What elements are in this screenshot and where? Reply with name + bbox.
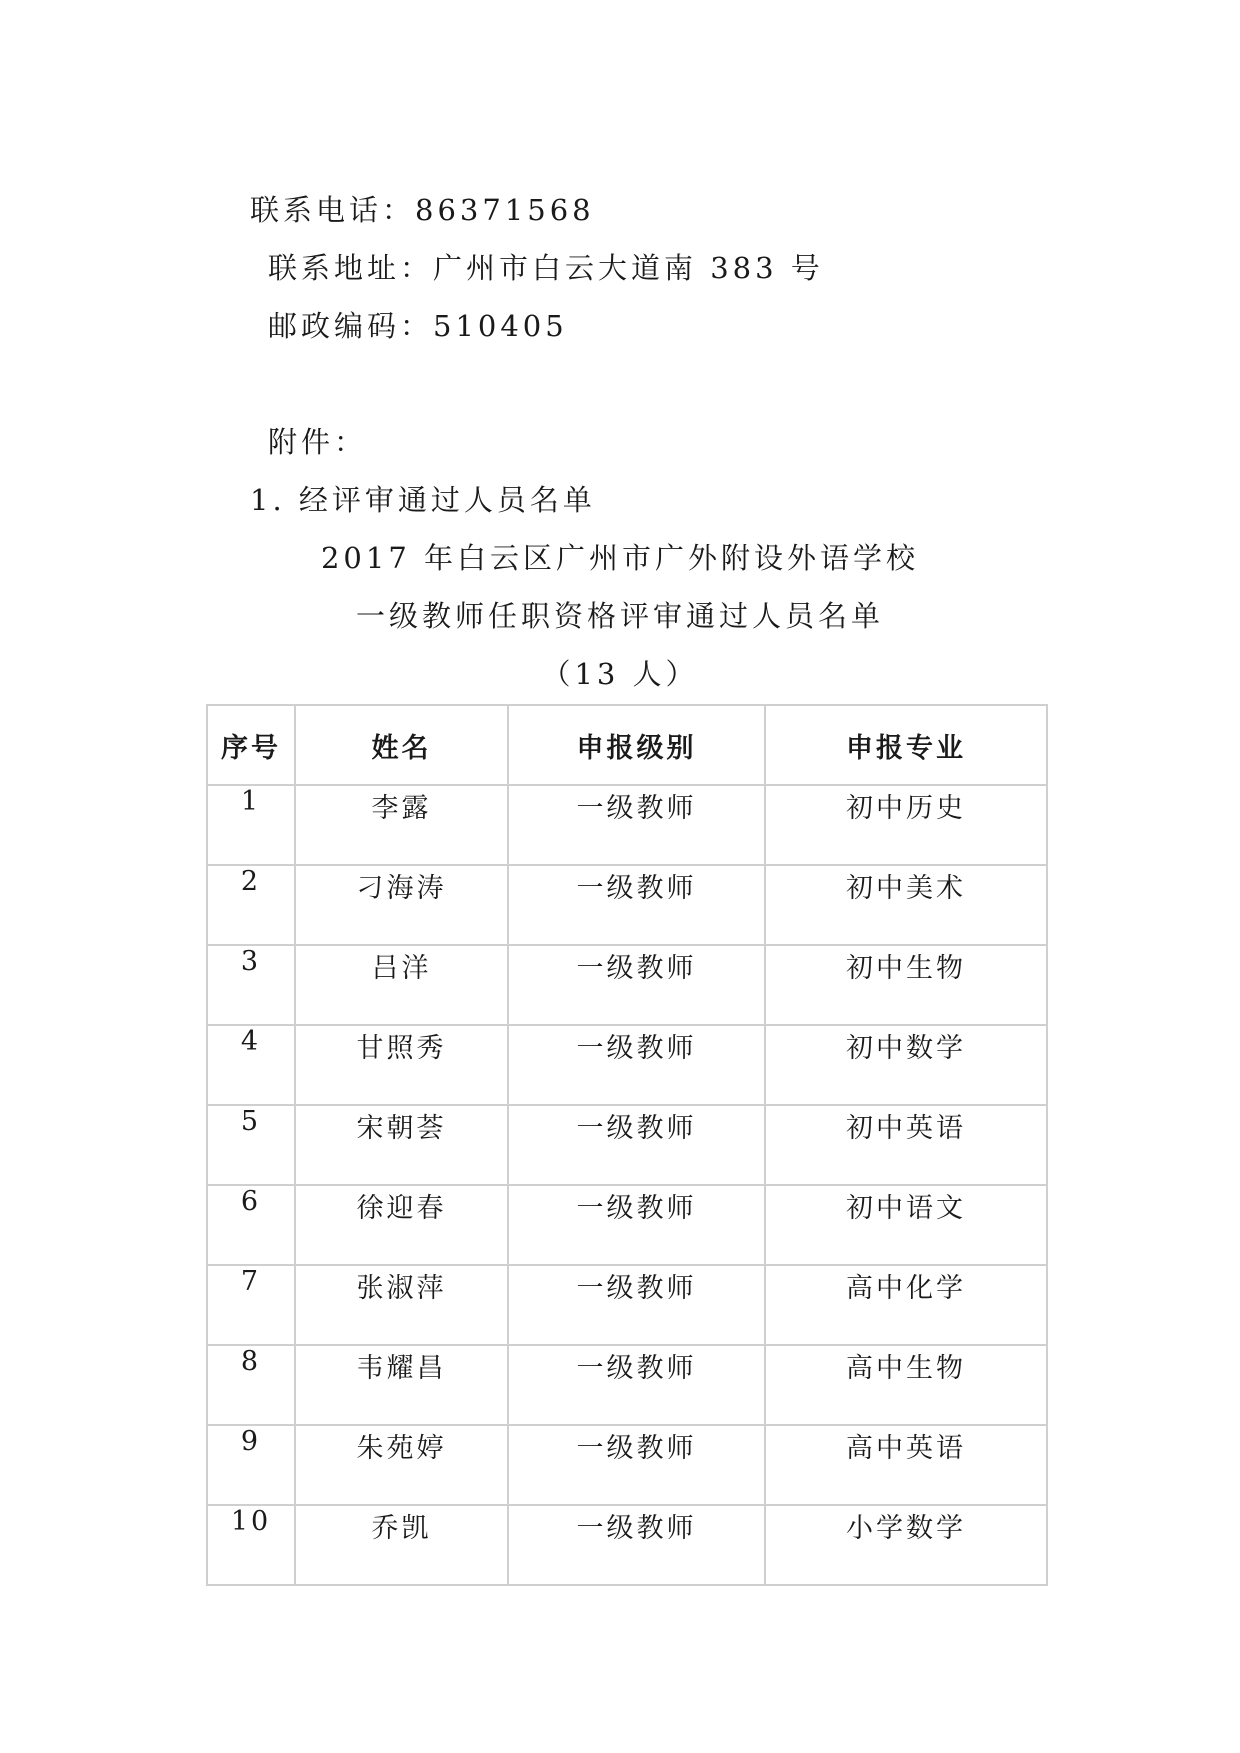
row-level: 一级教师 bbox=[508, 1105, 765, 1185]
row-name: 张淑萍 bbox=[295, 1265, 508, 1345]
row-name: 甘照秀 bbox=[295, 1025, 508, 1105]
row-level: 一级教师 bbox=[508, 1265, 765, 1345]
row-no: 3 bbox=[207, 945, 295, 1025]
contact-address: 联系地址：广州市白云大道南 383 号 bbox=[268, 251, 824, 285]
row-major: 小学数学 bbox=[765, 1505, 1047, 1585]
row-name: 韦耀昌 bbox=[295, 1345, 508, 1425]
row-level: 一级教师 bbox=[508, 1185, 765, 1265]
table-row bbox=[207, 1345, 1047, 1425]
header-name: 姓名 bbox=[295, 705, 508, 785]
header-level: 申报级别 bbox=[508, 705, 765, 785]
row-level: 一级教师 bbox=[508, 1025, 765, 1105]
row-name: 徐迎春 bbox=[295, 1185, 508, 1265]
row-major: 初中生物 bbox=[765, 945, 1047, 1025]
row-no: 4 bbox=[207, 1025, 295, 1105]
row-major: 高中生物 bbox=[765, 1345, 1047, 1425]
title-line-2: 一级教师任职资格评审通过人员名单 bbox=[355, 599, 884, 633]
row-no: 6 bbox=[207, 1185, 295, 1265]
table-row bbox=[207, 865, 1047, 945]
header-major: 申报专业 bbox=[765, 705, 1047, 785]
roster-table bbox=[206, 704, 1048, 1586]
table-row bbox=[207, 945, 1047, 1025]
title-count: （13 人） bbox=[541, 657, 699, 691]
table-row bbox=[207, 1505, 1047, 1585]
row-no: 1 bbox=[207, 785, 295, 865]
row-level: 一级教师 bbox=[508, 1505, 765, 1585]
row-name: 宋朝荟 bbox=[295, 1105, 508, 1185]
row-level: 一级教师 bbox=[508, 785, 765, 865]
table-row bbox=[207, 1425, 1047, 1505]
row-level: 一级教师 bbox=[508, 1345, 765, 1425]
row-name: 李露 bbox=[295, 785, 508, 865]
table-row bbox=[207, 1185, 1047, 1265]
table-header-row bbox=[207, 705, 1047, 785]
row-major: 高中化学 bbox=[765, 1265, 1047, 1345]
row-major: 初中美术 bbox=[765, 865, 1047, 945]
row-major: 初中英语 bbox=[765, 1105, 1047, 1185]
attachment-label: 附件： bbox=[268, 425, 368, 459]
row-name: 吕洋 bbox=[295, 945, 508, 1025]
title-line-1: 2017 年白云区广州市广外附设外语学校 bbox=[320, 541, 920, 575]
row-name: 刁海涛 bbox=[295, 865, 508, 945]
row-no: 2 bbox=[207, 865, 295, 945]
row-major: 初中历史 bbox=[765, 785, 1047, 865]
contact-postcode: 邮政编码：510405 bbox=[268, 309, 568, 343]
row-no: 10 bbox=[207, 1505, 295, 1585]
row-level: 一级教师 bbox=[508, 1425, 765, 1505]
row-no: 9 bbox=[207, 1425, 295, 1505]
row-name: 朱苑婷 bbox=[295, 1425, 508, 1505]
row-no: 5 bbox=[207, 1105, 295, 1185]
row-level: 一级教师 bbox=[508, 865, 765, 945]
row-name: 乔凯 bbox=[295, 1505, 508, 1585]
table-row bbox=[207, 1025, 1047, 1105]
row-no: 7 bbox=[207, 1265, 295, 1345]
row-major: 初中语文 bbox=[765, 1185, 1047, 1265]
table-row bbox=[207, 1265, 1047, 1345]
row-no: 8 bbox=[207, 1345, 295, 1425]
table-row bbox=[207, 1105, 1047, 1185]
row-level: 一级教师 bbox=[508, 945, 765, 1025]
attachment-item: 1. 经评审通过人员名单 bbox=[250, 483, 596, 517]
header-no: 序号 bbox=[207, 705, 295, 785]
table-row bbox=[207, 785, 1047, 865]
row-major: 初中数学 bbox=[765, 1025, 1047, 1105]
contact-phone: 联系电话：86371568 bbox=[250, 193, 595, 227]
row-major: 高中英语 bbox=[765, 1425, 1047, 1505]
